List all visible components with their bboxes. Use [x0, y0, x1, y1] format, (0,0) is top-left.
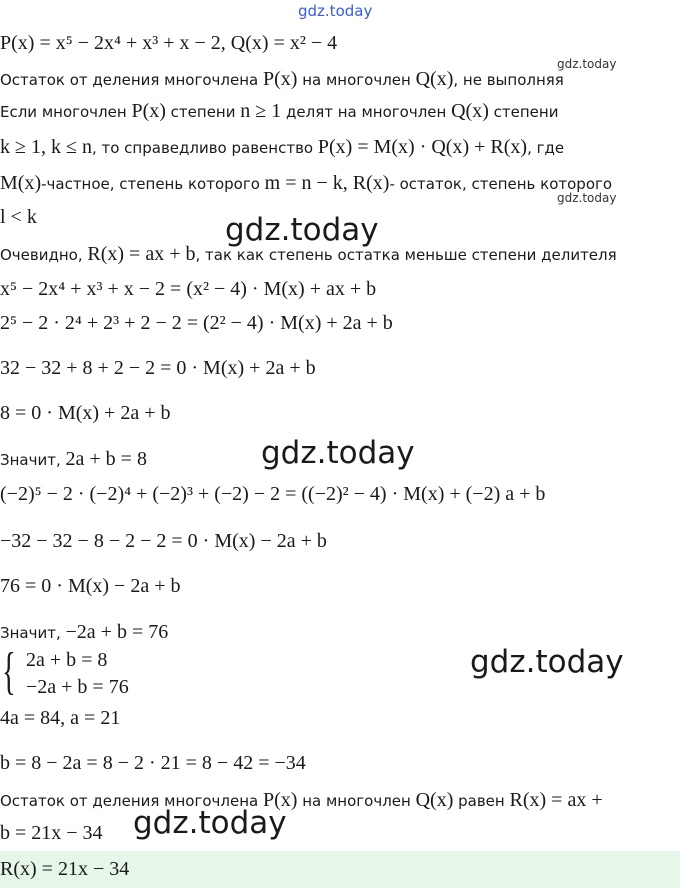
task-text-2: на многочлен [297, 71, 416, 89]
theorem-math-degrees: m = n − k, R(x) [264, 172, 390, 194]
theorem-text-7: -частное, степень которого [41, 175, 265, 193]
watermark-small-2: gdz.today [557, 191, 617, 205]
theorem-text-4: степени [488, 103, 559, 121]
theorem-text-1: Если многочлен [0, 103, 132, 121]
remainder-text-2: , так как степень остатка меньше степени делителя [195, 246, 617, 264]
conclusion-1 [0, 449, 147, 469]
theorem-math-identity: P(x) = M(x) · Q(x) + R(x) [317, 136, 528, 158]
solve-a: 4a = 84, a = 21 [0, 707, 121, 729]
conclusion-2 [0, 622, 168, 642]
polynomials-definition: P(x) = x⁵ − 2x⁴ + x³ + x − 2, Q(x) = x² − 4 [0, 32, 338, 54]
watermark-big-3: gdz.today [470, 644, 624, 680]
equation-x-minus-2-simplified: −32 − 32 − 8 − 2 − 2 = 0 · M(x) − 2a + b [0, 530, 327, 552]
final-math-r: R(x) = ax + [509, 789, 603, 811]
theorem-math-k: k ≥ 1, k ≤ n [0, 136, 92, 158]
theorem-math-n: n ≥ 1 [240, 100, 282, 122]
theorem-math-m: M(x) [0, 172, 42, 194]
conclusion-1-math: 2a + b = 8 [65, 448, 147, 470]
conclusion-2-math: −2a + b = 76 [65, 621, 169, 643]
theorem-text-5: , то справедливо равенство [91, 139, 318, 157]
watermark-big-4: gdz.today [133, 805, 287, 841]
final-math-q: Q(x) [415, 789, 454, 811]
remainder-text-1: Очевидно, [0, 246, 88, 264]
equation-x-2-result: 8 = 0 · M(x) + 2a + b [0, 402, 171, 424]
watermark-small-1: gdz.today [557, 57, 617, 71]
theorem-line-1 [0, 101, 558, 121]
final-text-1: Остаток от деления многочлена [0, 792, 263, 810]
theorem-text-8: - остаток, степень которого [389, 175, 613, 193]
solve-b: b = 8 − 2a = 8 − 2 · 21 = 8 − 42 = −34 [0, 752, 306, 774]
conclusion-1-text: Значит, [0, 451, 66, 469]
task-math-q: Q(x) [415, 68, 454, 90]
theorem-math-q: Q(x) [451, 100, 489, 122]
equation-general: x⁵ − 2x⁴ + x³ + x − 2 = (x² − 4) · M(x) + ax + b [0, 278, 377, 300]
equation-x-2: 2⁵ − 2 · 2⁴ + 2³ + 2 − 2 = (2² − 4) · M(x) + 2a + b [0, 312, 393, 334]
theorem-text-6: , где [527, 139, 565, 157]
task-text-3: , не выполняя [453, 71, 564, 89]
remainder-form-line [0, 244, 617, 264]
answer-text: R(x) = 21x − 34 [0, 858, 130, 880]
watermark-big-1: gdz.today [225, 212, 379, 248]
system-brace-icon: { [2, 643, 16, 700]
task-text-1: Остаток от деления многочлена [0, 71, 263, 89]
theorem-line-2 [0, 137, 564, 157]
final-text-3: равен [453, 792, 510, 810]
equation-x-2-simplified: 32 − 32 + 8 + 2 − 2 = 0 · M(x) + 2a + b [0, 357, 316, 379]
final-statement [0, 790, 603, 810]
final-text-2: на многочлен [297, 792, 416, 810]
task-math-p: P(x) [262, 68, 298, 90]
watermark-top: gdz.today [298, 2, 373, 20]
task-statement [0, 69, 564, 89]
theorem-math-l: l < k [0, 206, 37, 228]
watermark-big-2: gdz.today [261, 435, 415, 471]
final-math-continuation: b = 21x − 34 [0, 822, 103, 844]
equation-x-minus-2: (−2)⁵ − 2 · (−2)⁴ + (−2)³ + (−2) − 2 = ((−2)² − 4) · M(x) + (−2) a + b [0, 483, 546, 505]
theorem-text-3: делят на многочлен [281, 103, 452, 121]
system-equation-2: −2a + b = 76 [26, 676, 129, 698]
system-equation-1: 2a + b = 8 [26, 649, 108, 671]
remainder-math: R(x) = ax + b [87, 243, 196, 265]
theorem-line-3 [0, 173, 612, 193]
theorem-text-2: степени [165, 103, 241, 121]
theorem-math-p: P(x) [131, 100, 166, 122]
final-math-p: P(x) [262, 789, 298, 811]
conclusion-2-text: Значит, [0, 624, 66, 642]
equation-x-minus-2-result: 76 = 0 · M(x) − 2a + b [0, 575, 181, 597]
